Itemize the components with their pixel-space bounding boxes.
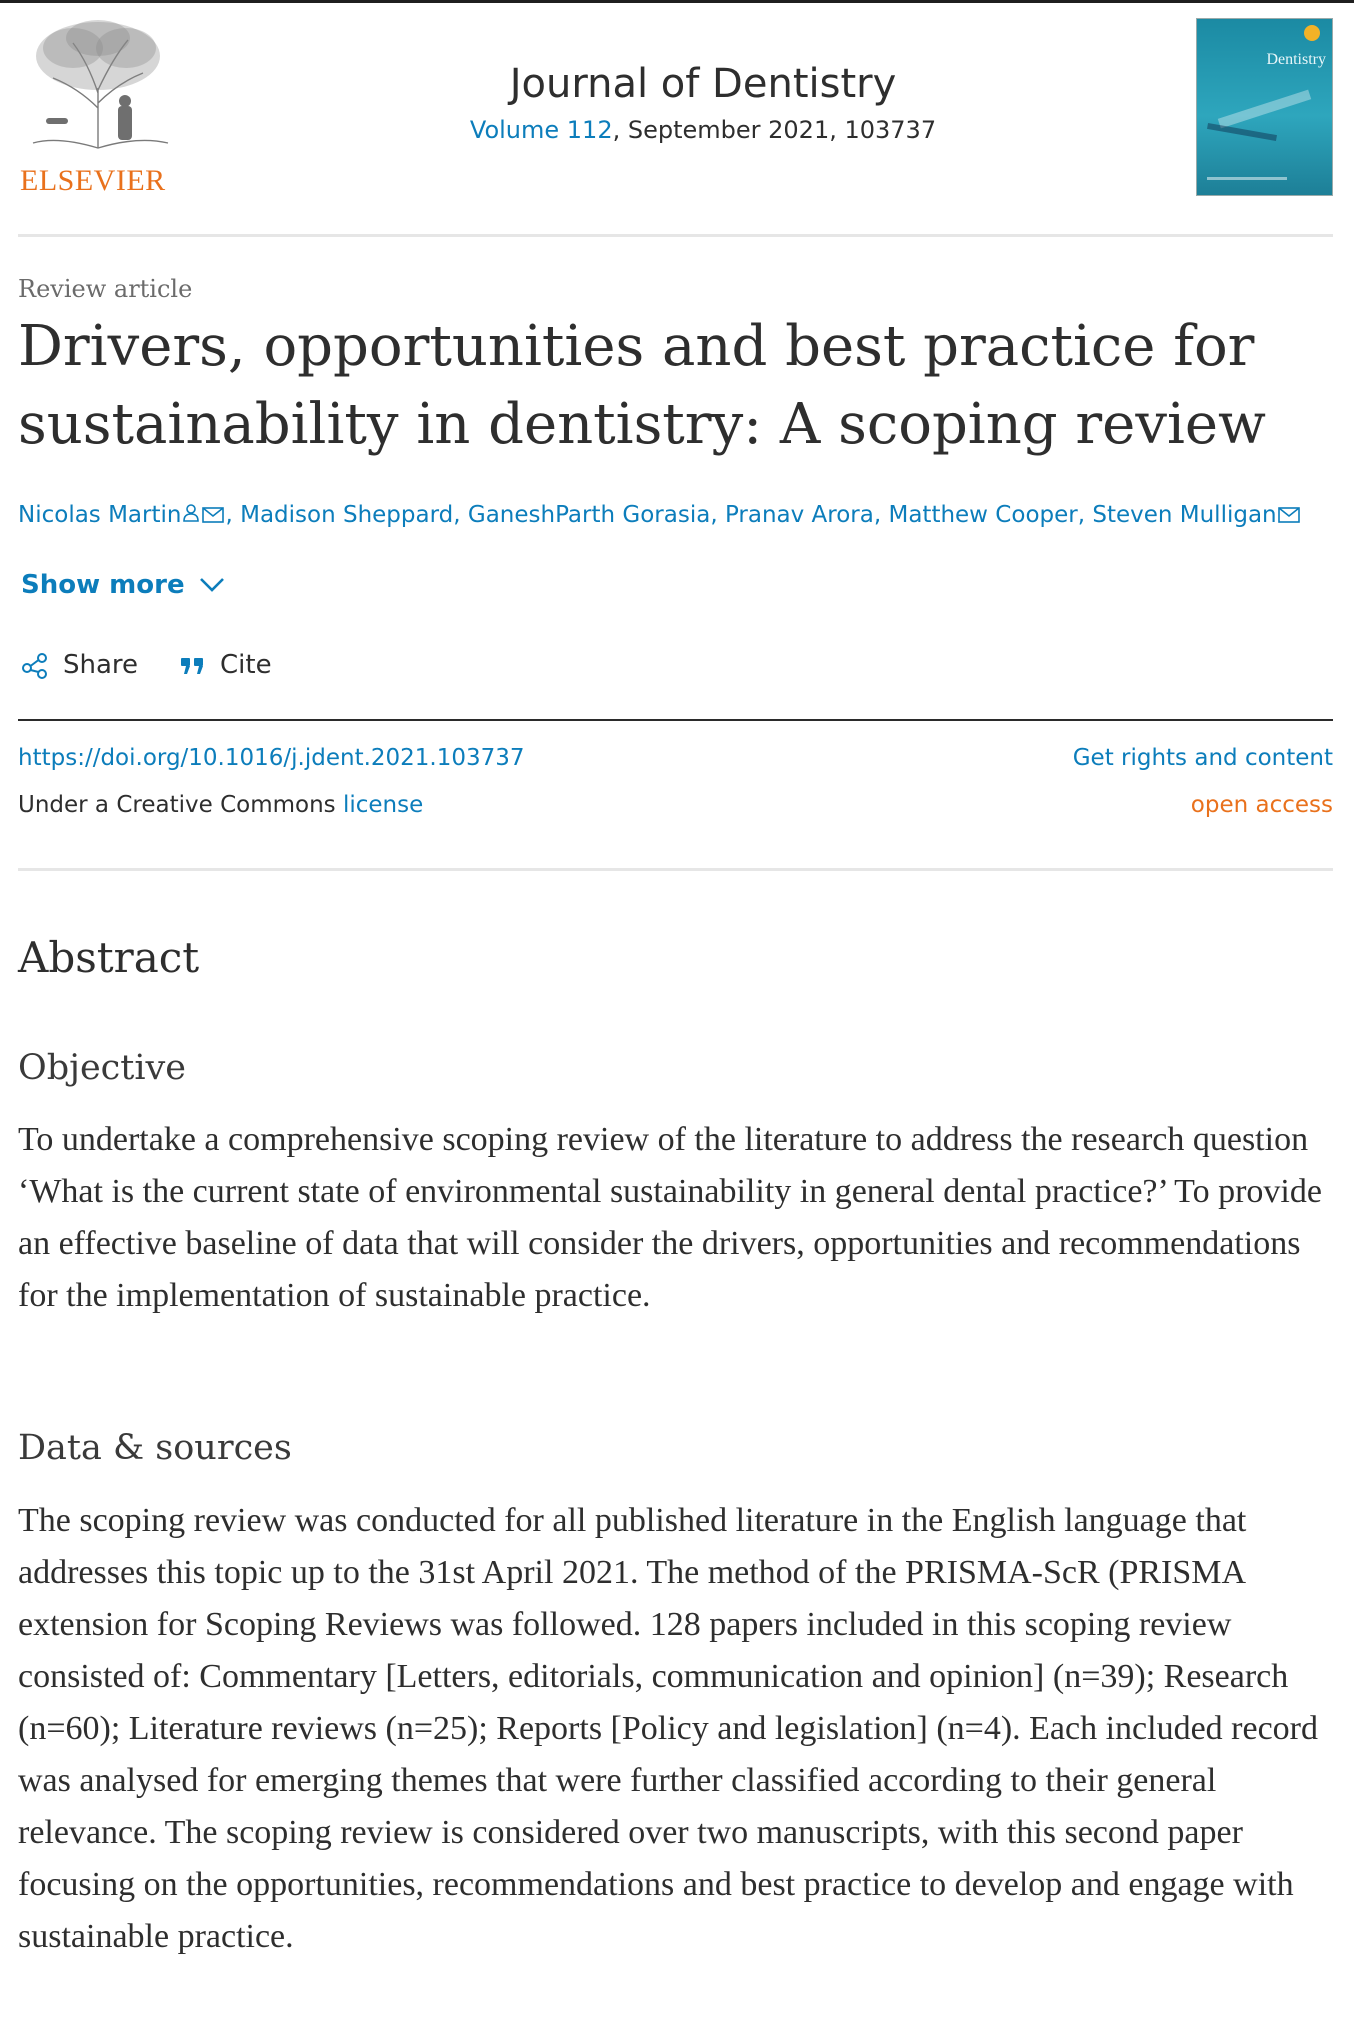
cover-title: Dentistry	[1266, 51, 1326, 68]
journal-header	[18, 18, 1333, 198]
show-more-button[interactable]	[21, 570, 225, 600]
cite-label: Cite	[220, 650, 272, 680]
quote-icon	[180, 654, 206, 676]
elsevier-logo[interactable]	[18, 18, 178, 198]
divider	[18, 868, 1333, 871]
author-link[interactable]: GaneshParth Gorasia	[467, 502, 711, 528]
cover-art	[1218, 90, 1311, 129]
show-more-label: Show more	[21, 570, 185, 600]
person-icon[interactable]	[182, 503, 200, 529]
data-sources-text: The scoping review was conducted for all published literature in the English language that addresses this topic up to the 31st April 2021. The method of the PRISMA-ScR (PRISMA extension for Scoping Reviews was followed. 128 papers included in this scoping review consisted of: Commentary [Letters, editorials, communication and opinion] (n=39); Research (n=60); Literature reviews (n=25); Reports [Policy and legislation] (n=4). Each included record was analysed for emerging themes that were further classified according to their general relevance. The scoping review is considered over two manuscripts, with this second paper focusing on the opportunities, recommendations and best practice to develop and engage with sustainable practice.	[18, 1502, 1319, 1955]
cite-button[interactable]	[180, 650, 272, 680]
author-link[interactable]: Steven Mulligan	[1092, 502, 1277, 528]
license-text	[18, 792, 423, 818]
doi-link[interactable]: https://doi.org/10.1016/j.jdent.2021.103737	[18, 745, 525, 771]
top-rule	[0, 0, 1354, 3]
license-row	[18, 792, 1333, 828]
article-type: Review article	[18, 275, 193, 303]
author-separator: ,	[873, 502, 889, 528]
author-separator: ,	[1077, 502, 1093, 528]
volume-link[interactable]: Volume 112	[469, 116, 613, 144]
chevron-down-icon	[199, 577, 225, 593]
author-separator: ,	[710, 502, 725, 528]
author-list	[18, 502, 1338, 529]
issue-info: , September 2021, 103737	[612, 116, 937, 144]
mail-icon[interactable]	[1278, 503, 1300, 529]
cover-badge	[1304, 25, 1320, 41]
elsevier-tree-icon	[18, 18, 178, 158]
share-label: Share	[63, 650, 139, 680]
share-icon	[21, 651, 49, 679]
rights-and-content-link[interactable]: Get rights and content	[1072, 745, 1333, 771]
license-prefix: Under a Creative Commons	[18, 792, 343, 818]
journal-meta	[318, 116, 1088, 144]
author-link[interactable]: Nicolas Martin	[18, 502, 182, 528]
open-access-badge: open access	[1190, 792, 1333, 818]
objective-heading: Objective	[18, 1048, 187, 1088]
author-link[interactable]: Pranav Arora	[724, 502, 874, 528]
elsevier-wordmark: ELSEVIER	[20, 164, 166, 197]
article-title: Drivers, opportunities and best practice for sustainability in dentistry: A scoping review	[18, 314, 1266, 457]
divider	[18, 234, 1333, 237]
cover-art	[1207, 123, 1277, 141]
author-separator: ,	[225, 502, 241, 528]
journal-info	[318, 58, 1088, 144]
journal-cover-image[interactable]	[1196, 18, 1333, 196]
journal-title-link[interactable]: Journal of Dentistry	[509, 61, 897, 107]
article-actions	[21, 650, 314, 680]
author-link[interactable]: Matthew Cooper	[888, 502, 1078, 528]
objective-text: To undertake a comprehensive scoping review of the literature to address the research question ‘What is the current state of environmental sustainability in general dental practice?’ To provide an effective baseline of data that will consider the drivers, opportunities and recommendations for the implementation of sustainable practice.	[18, 1121, 1322, 1314]
mail-icon[interactable]	[202, 503, 224, 529]
data-sources-heading: Data & sources	[18, 1428, 292, 1468]
share-button[interactable]	[21, 650, 138, 680]
author-link[interactable]: Madison Sheppard	[240, 502, 454, 528]
doi-row	[18, 745, 1333, 781]
cover-art	[1207, 177, 1287, 180]
license-link[interactable]: license	[342, 792, 424, 818]
divider	[18, 719, 1333, 721]
abstract-heading: Abstract	[18, 933, 200, 982]
author-separator: ,	[453, 502, 468, 528]
